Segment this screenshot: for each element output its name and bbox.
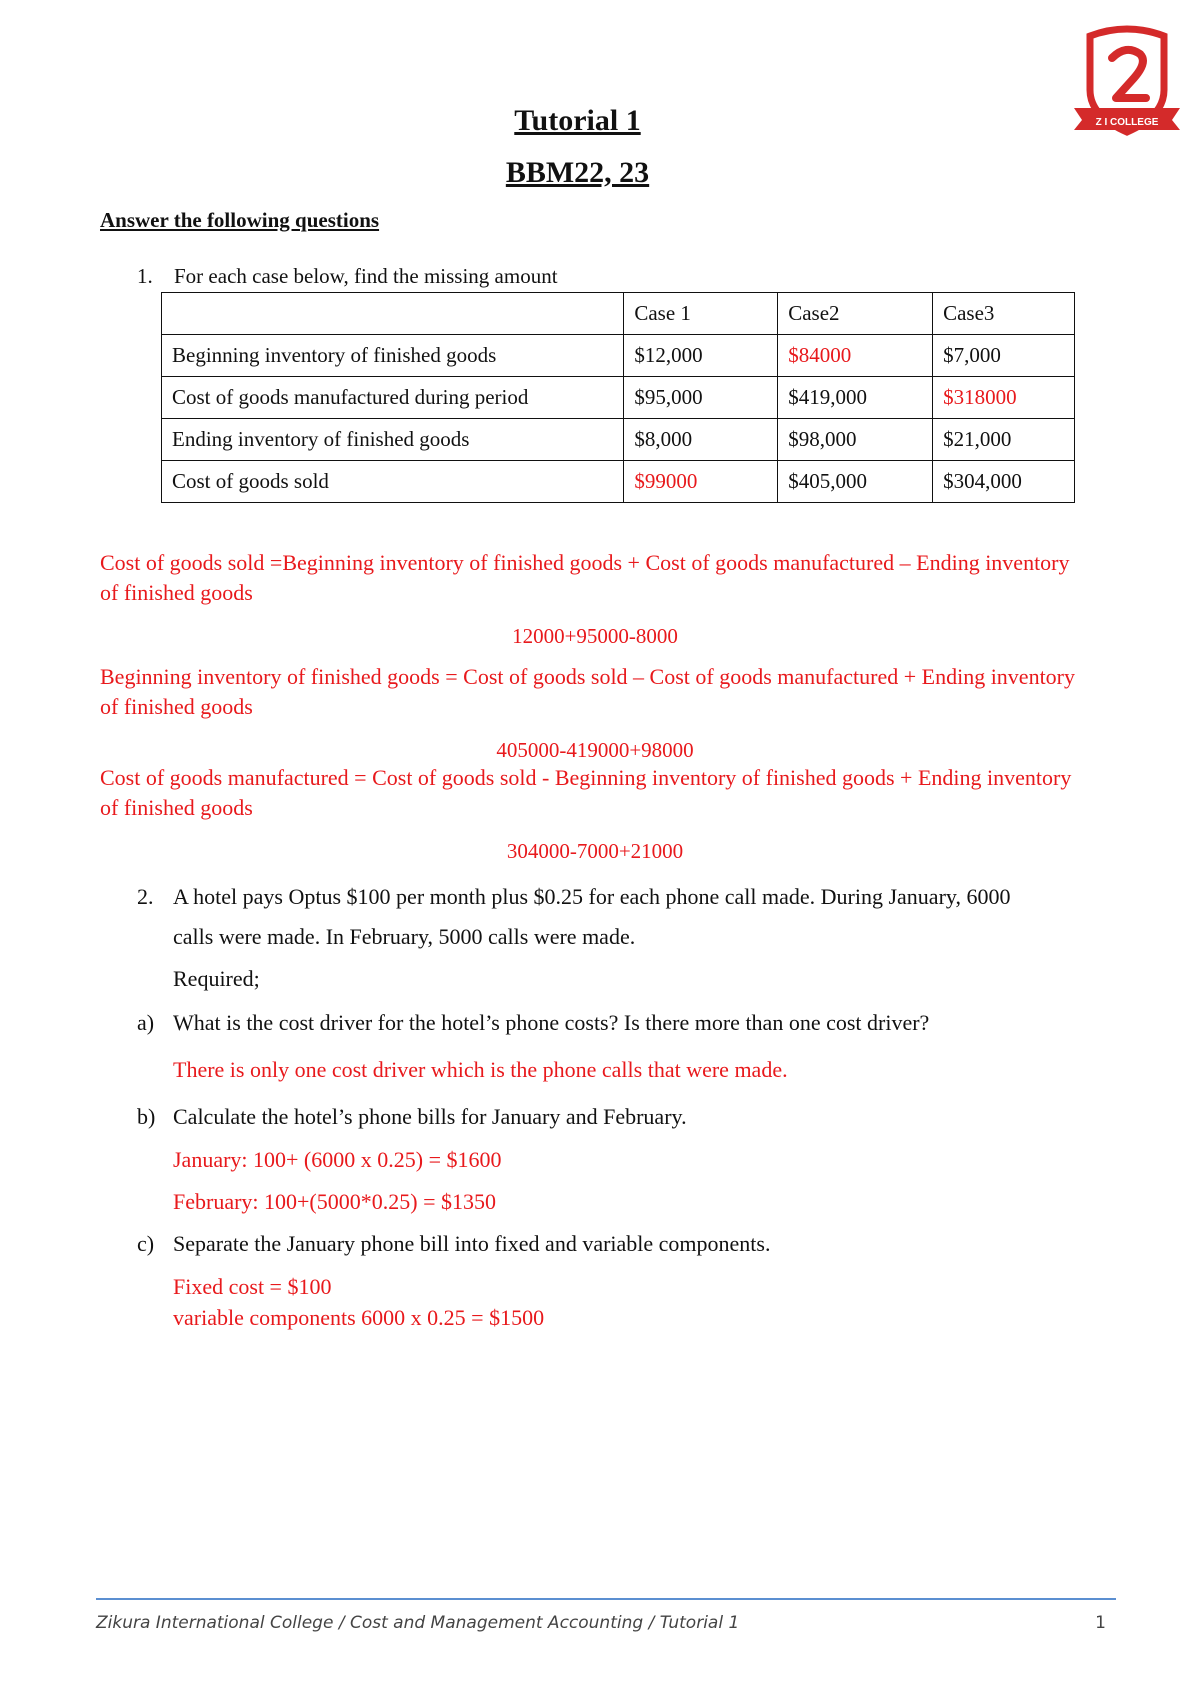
table-cell-answer: $318000 [933, 377, 1075, 419]
table-cell: $95,000 [624, 377, 778, 419]
table-cell: $98,000 [778, 419, 933, 461]
cases-table [161, 292, 1075, 503]
row-label: Ending inventory of finished goods [162, 419, 624, 461]
part-b-answer-january: January: 100+ (6000 x 0.25) = $1600 [173, 1147, 502, 1172]
question-2 [137, 876, 1010, 918]
part-b [137, 1104, 687, 1130]
table-cell: $419,000 [778, 377, 933, 419]
part-c-answer-fixed: Fixed cost = $100 [173, 1274, 332, 1299]
table-header-cell [162, 293, 624, 335]
table-header-cell: Case 1 [624, 293, 778, 335]
page-subtitle: BBM22, 23 [505, 156, 650, 189]
table-cell: $405,000 [778, 461, 933, 503]
required-label: Required; [173, 966, 260, 991]
table-row [162, 377, 1075, 419]
answer-formula-cogs: Cost of goods sold =Beginning inventory of finished goods + Cost of goods manufactured – Ending inventory of finished goods [100, 550, 1070, 605]
part-a-question: What is the cost driver for the hotel’s phone costs? Is there more than one cost driver? [173, 1010, 930, 1035]
instructions-heading: Answer the following questions [100, 208, 380, 232]
answer-calc-beginning-inventory: 405000-419000+98000 [496, 738, 694, 762]
row-label: Beginning inventory of finished goods [162, 335, 624, 377]
footer-text: Zikura International College / Cost and Management Accounting / Tutorial 1 [96, 1613, 740, 1633]
table-row [162, 419, 1075, 461]
part-c-answer-variable: variable components 6000 x 0.25 = $1500 [173, 1305, 545, 1330]
answer-calc-cogm: 304000-7000+21000 [506, 839, 684, 863]
question-2-number: 2. [137, 884, 154, 909]
page-number: 1 [1095, 1613, 1106, 1633]
table-cell-answer: $99000 [624, 461, 778, 503]
table-header-cell: Case3 [933, 293, 1075, 335]
part-a [137, 1010, 929, 1036]
table-row [162, 461, 1075, 503]
part-c-label: c) [137, 1231, 155, 1256]
table-header-row [162, 293, 1075, 335]
table-header-cell: Case2 [778, 293, 933, 335]
table-cell: $12,000 [624, 335, 778, 377]
question-1-number: 1. [137, 264, 153, 288]
part-b-label: b) [137, 1104, 156, 1129]
logo-text: Z I COLLEGE [1095, 117, 1159, 128]
table-cell: $304,000 [933, 461, 1075, 503]
table-cell: $21,000 [933, 419, 1075, 461]
question-1 [137, 264, 558, 289]
row-label: Cost of goods manufactured during period [162, 377, 624, 419]
footer-rule [96, 1598, 1116, 1600]
question-2-text-line1: A hotel pays Optus $100 per month plus $0.25 for each phone call made. During January, 6000 [173, 884, 1011, 909]
part-c-question: Separate the January phone bill into fixed and variable components. [173, 1231, 771, 1256]
table-cell: $7,000 [933, 335, 1075, 377]
footer [96, 1613, 1106, 1633]
row-label: Cost of goods sold [162, 461, 624, 503]
part-b-question: Calculate the hotel’s phone bills for January and February. [173, 1104, 687, 1129]
answer-formula-beginning-inventory: Beginning inventory of finished goods = Cost of goods sold – Cost of goods manufactured + Ending inventory of finished goods [100, 664, 1076, 719]
table-row [162, 335, 1075, 377]
part-c [137, 1231, 770, 1257]
table-cell-answer: $84000 [778, 335, 933, 377]
question-1-text: For each case below, find the missing amount [174, 264, 558, 288]
part-a-answer: There is only one cost driver which is the phone calls that were made. [173, 1057, 788, 1082]
question-2-text-line2: calls were made. In February, 5000 calls were made. [173, 924, 636, 949]
table-cell: $8,000 [624, 419, 778, 461]
part-b-answer-february: February: 100+(5000*0.25) = $1350 [173, 1189, 496, 1214]
page-title: Tutorial 1 [514, 104, 641, 137]
answer-formula-cogm: Cost of goods manufactured = Cost of goods sold - Beginning inventory of finished goods + Ending inventory of finished goods [100, 765, 1072, 820]
part-a-label: a) [137, 1010, 155, 1035]
answer-calc-cogs: 12000+95000-8000 [512, 624, 678, 648]
